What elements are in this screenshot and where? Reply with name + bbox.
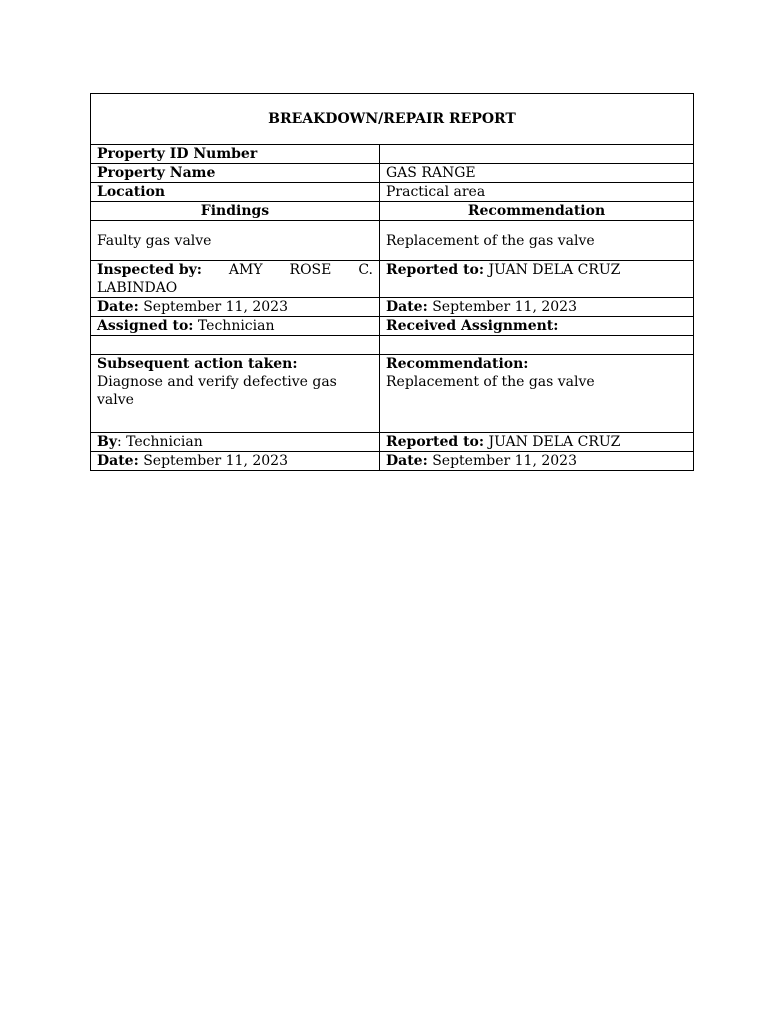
recommendation-header: Recommendation [380,202,694,221]
title-row [91,94,694,145]
property-name-label: Property Name [91,164,380,183]
date-label: Date: [386,299,428,315]
assigned-row [91,317,694,336]
date-value: September 11, 2023 [143,453,288,469]
property-id-label: Property ID Number [91,145,380,164]
assigned-to-label: Assigned to: [97,318,194,334]
reported-to-label: Reported to: [386,434,485,450]
findings-header-row [91,202,694,221]
reported-to-2-cell [380,433,694,452]
date-row-1 [91,298,694,317]
date-label: Date: [386,453,428,469]
inspected-by-label: Inspected by: [97,262,202,278]
by-label: By [97,434,117,450]
reported-to-cell [380,261,694,298]
recommendation-2-value: Replacement of the gas valve [386,374,595,390]
findings-row [91,221,694,261]
subsequent-action-cell [91,355,380,433]
inspected-by-cell [91,261,380,298]
inspected-by-word: AMY [228,262,263,278]
empty-cell [380,336,694,355]
findings-text: Faulty gas valve [91,221,380,261]
recommendation-2-label: Recommendation: [386,356,529,372]
location-row [91,183,694,202]
date-value: September 11, 2023 [432,299,577,315]
empty-cell [91,336,380,355]
date-row-2 [91,452,694,471]
subsequent-action-value: Diagnose and verify defective gas valve [97,374,337,408]
date-right-cell [380,298,694,317]
subsequent-action-row [91,355,694,433]
location-value: Practical area [380,183,694,202]
recommendation-text: Replacement of the gas valve [380,221,694,261]
empty-row [91,336,694,355]
reported-to-label: Reported to: [386,262,485,278]
inspected-by-word: C. [358,262,373,278]
date-right-cell [380,452,694,471]
received-assignment-cell [380,317,694,336]
date-value: September 11, 2023 [143,299,288,315]
property-id-row [91,145,694,164]
assigned-to-cell [91,317,380,336]
inspected-by-continuation: LABINDAO [97,280,178,296]
date-label: Date: [97,299,139,315]
by-value: : Technician [116,434,203,450]
reported-to-value: JUAN DELA CRUZ [488,262,621,278]
inspected-by-line [97,261,373,279]
property-name-value: GAS RANGE [380,164,694,183]
inspected-by-word: ROSE [289,262,332,278]
property-name-row [91,164,694,183]
report-title: BREAKDOWN/REPAIR REPORT [91,94,694,145]
inspected-row [91,261,694,298]
date-label: Date: [97,453,139,469]
subsequent-action-label: Subsequent action taken: [97,356,298,372]
date-value: September 11, 2023 [432,453,577,469]
reported-to-value: JUAN DELA CRUZ [488,434,621,450]
by-cell [91,433,380,452]
recommendation-2-cell [380,355,694,433]
findings-header: Findings [91,202,380,221]
property-id-value [380,145,694,164]
date-left-cell [91,298,380,317]
breakdown-repair-report-table [90,93,694,471]
by-row [91,433,694,452]
location-label: Location [91,183,380,202]
assigned-to-value: Technician [197,318,275,334]
received-assignment-label: Received Assignment: [386,318,559,334]
date-left-cell [91,452,380,471]
